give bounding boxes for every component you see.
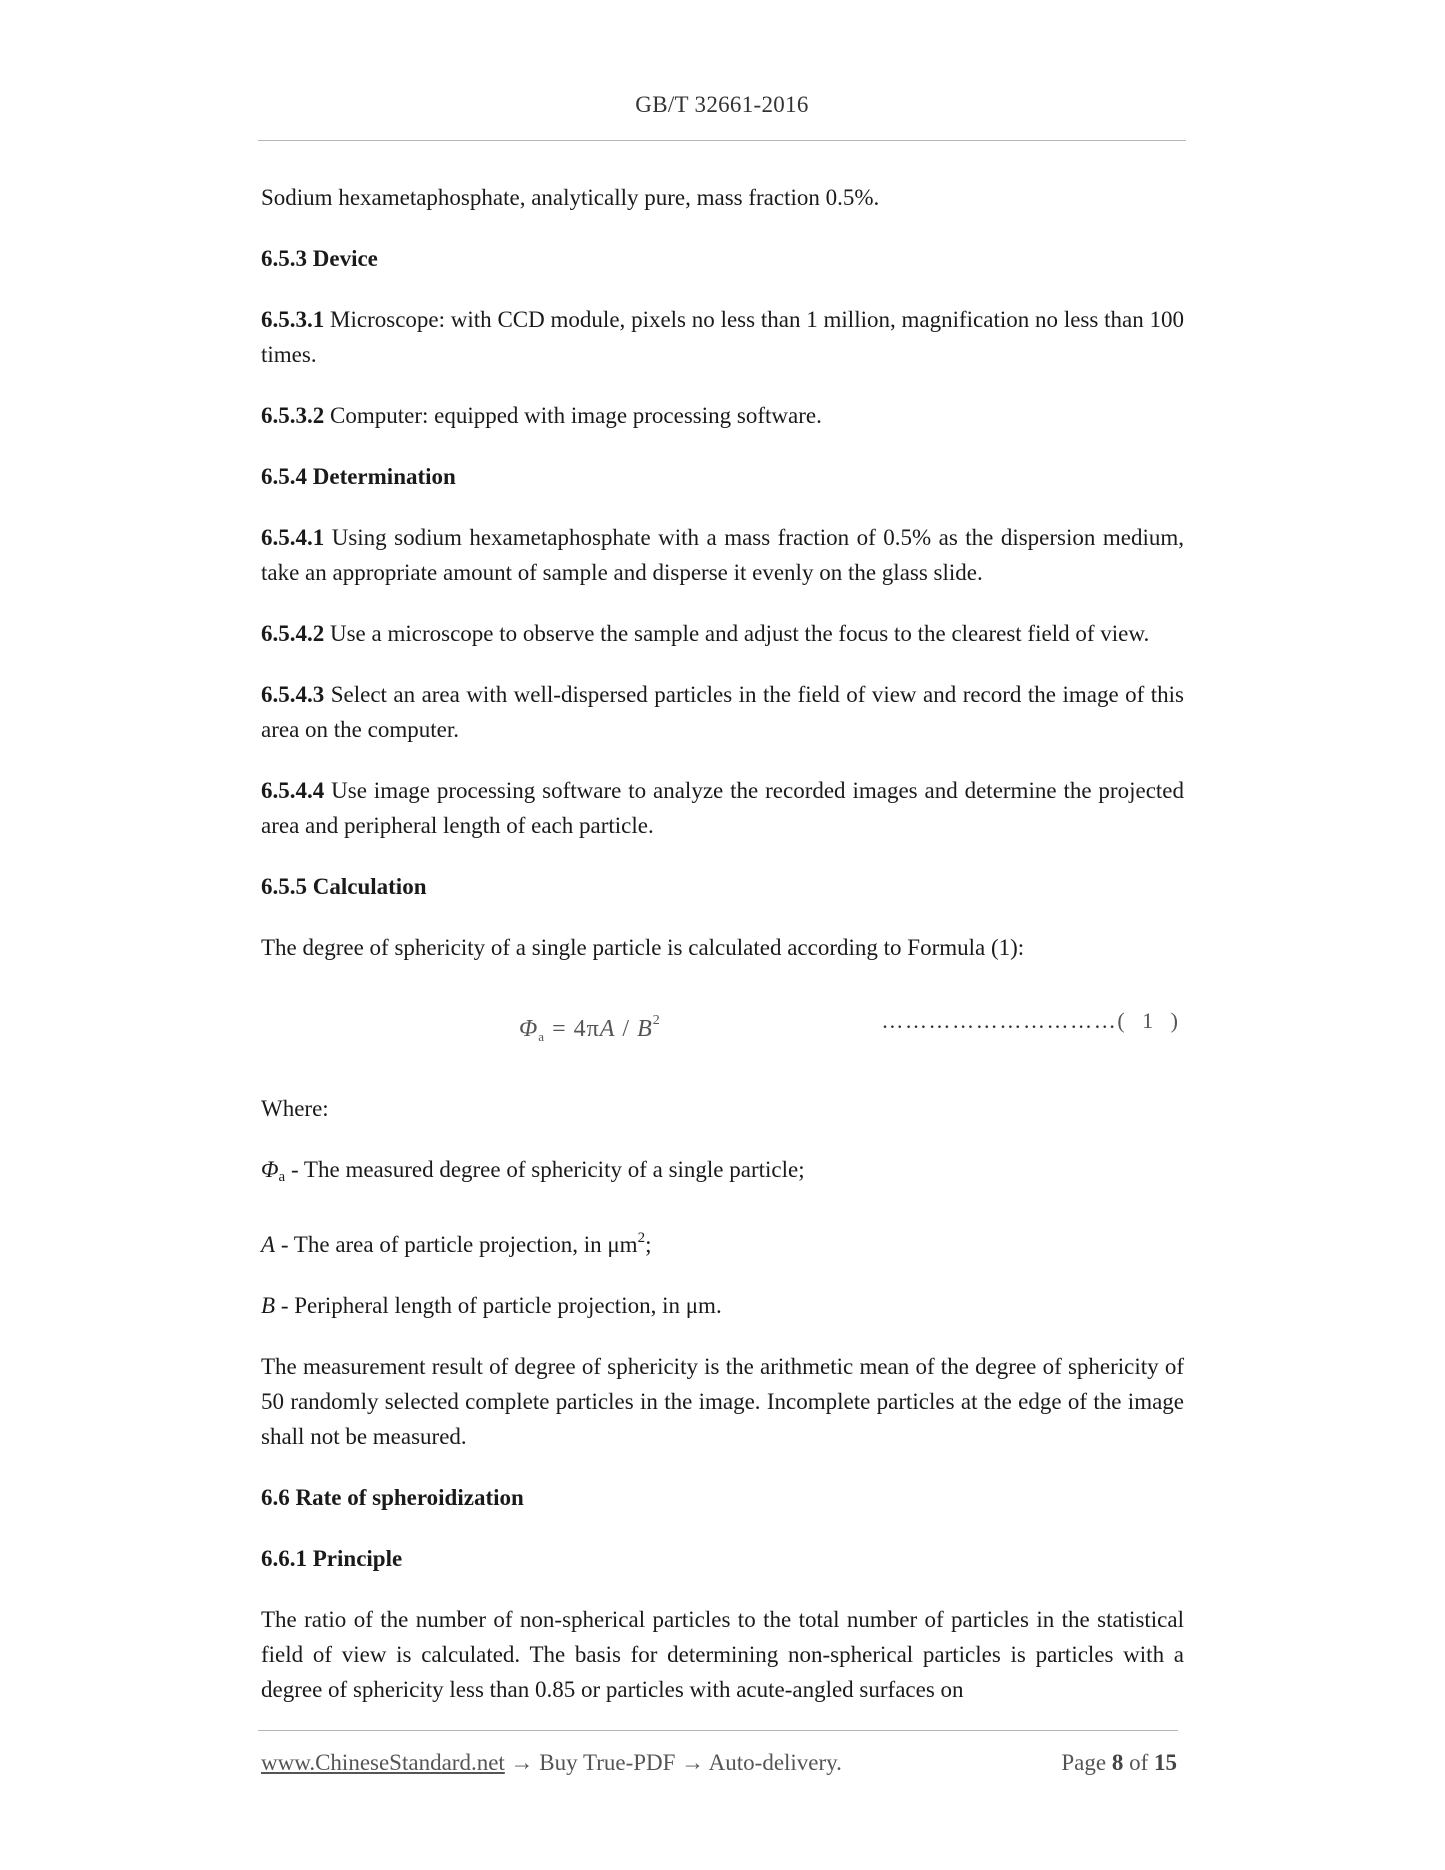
clause-6-5-4-4 (261, 773, 1184, 843)
clause-text: Use a microscope to observe the sample and adjust the focus to the clearest field of view. (324, 621, 1150, 646)
section-heading-6-6-1: 6.6.1 Principle (261, 1546, 403, 1571)
where-label: Where: (261, 1096, 329, 1121)
total-pages: 15 (1154, 1750, 1177, 1775)
formula-1 (261, 991, 1184, 1059)
clause-6-5-4-3 (261, 677, 1184, 747)
clause-number: 6.5.4.2 (261, 621, 325, 646)
page-indicator: Page 8 of 15 (1061, 1750, 1177, 1775)
footer-promo (261, 1750, 842, 1776)
clause-number: 6.5.3.2 (261, 403, 325, 428)
definition-b: B - Peripheral length of particle projection, in μm. (261, 1293, 722, 1318)
paragraph-measurement-result: The measurement result of degree of sphericity is the arithmetic mean of the degree of sphericity of 50 randomly selected complete particles in the image. Incomplete particles at the edge of the image shall not be measured. (261, 1354, 1184, 1449)
clause-number: 6.5.4.4 (261, 778, 325, 803)
definition-phi-a: Φa - The measured degree of sphericity of a single particle; (261, 1157, 805, 1185)
clause-text: Computer: equipped with image processing software. (324, 403, 822, 428)
clause-number: 6.5.3.1 (261, 307, 325, 332)
promo-text: → Buy True-PDF → Auto-delivery. (504, 1750, 842, 1775)
section-heading-6-5-5: 6.5.5 Calculation (261, 874, 427, 899)
clause-text: Select an area with well-dispersed particles in the field of view and record the image of this area on the computer. (261, 682, 1184, 742)
formula-number: …………………………( 1 ) (881, 1008, 1184, 1033)
clause-number: 6.5.4.1 (261, 525, 325, 550)
page-header-title: GB/T 32661-2016 (635, 92, 809, 117)
clause-6-5-4-1 (261, 520, 1184, 590)
definition-a: A - The area of particle projection, in $\mu m^2$; (261, 1230, 652, 1257)
clause-text: Using sodium hexametaphosphate with a mass fraction of 0.5% as the dispersion medium, take an appropriate amount of sample and disperse it evenly on the glass slide. (261, 525, 1184, 585)
footer-divider (258, 1730, 1178, 1731)
section-heading-6-6: 6.6 Rate of spheroidization (261, 1485, 524, 1510)
website-link[interactable]: www.ChineseStandard.net (261, 1750, 505, 1775)
document-body (261, 180, 1184, 1733)
formula-expression: $\Phi_a = 4\pi A / B^2$ (519, 1013, 661, 1044)
clause-number: 6.5.4.3 (261, 682, 325, 707)
clause-text: Use image processing software to analyze the recorded images and determine the projected area and peripheral length of each particle. (261, 778, 1184, 838)
clause-6-5-4-2 (261, 616, 1184, 651)
header-divider (258, 140, 1186, 141)
paragraph-principle: The ratio of the number of non-spherical particles to the total number of particles in the statistical field of view is calculated. The basis for determining non-spherical particles is particles with a degree of sphericity less than 0.85 or particles with acute-angled surfaces on (261, 1607, 1184, 1702)
clause-6-5-3-1 (261, 302, 1184, 372)
clause-6-5-3-2 (261, 398, 1184, 433)
current-page: 8 (1111, 1750, 1124, 1775)
paragraph-reagent: Sodium hexametaphosphate, analytically pure, mass fraction 0.5%. (261, 185, 880, 210)
clause-text: Microscope: with CCD module, pixels no less than 1 million, magnification no less than 100 times. (261, 307, 1184, 367)
section-heading-6-5-3: 6.5.3 Device (261, 246, 378, 271)
paragraph-calculation-intro: The degree of sphericity of a single particle is calculated according to Formula (1): (261, 935, 1025, 960)
section-heading-6-5-4: 6.5.4 Determination (261, 464, 456, 489)
